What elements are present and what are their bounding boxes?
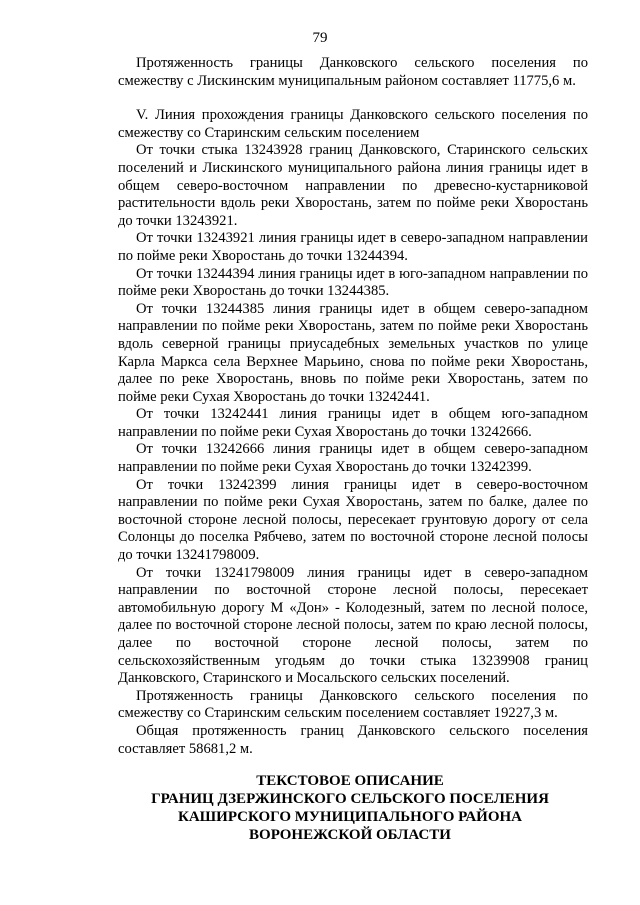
section-heading-v: V. Линия прохождения границы Данковского сельского поселения по смежеству со Старинским сельским поселением xyxy=(118,107,588,141)
document-body xyxy=(118,55,588,758)
paragraph-point-13243928: От точки стыка 13243928 границ Данковского, Старинского сельских поселений и Лискинского муниципального района линия границы идет в общем северо-восточном направлении по древесно-кустарниковой растительности вдоль реки Хворостань, затем по пойме реки Хворостань до точки 13243921. xyxy=(118,142,588,229)
page-number: 79 xyxy=(312,30,328,46)
section-title-line-3: КАШИРСКОГО МУНИЦИПАЛЬНОГО РАЙОНА xyxy=(177,809,523,825)
section-title-line-2: ГРАНИЦ ДЗЕРЖИНСКОГО СЕЛЬСКОГО ПОСЕЛЕНИЯ xyxy=(151,791,549,807)
section-title-line-1: ТЕКСТОВОЕ ОПИСАНИЕ xyxy=(256,773,444,789)
paragraph-point-13243921: От точки 13243921 линия границы идет в северо-западном направлении по пойме реки Хворостань до точки 13244394. xyxy=(118,230,588,264)
paragraph-length-starinskoe: Протяженность границы Данковского сельского поселения по смежеству со Старинским сельским поселением составляет 19227,3 м. xyxy=(118,687,588,722)
paragraph-point-13242441: От точки 13242441 линия границы идет в общем юго-западном направлении по пойме реки Сухая Хворостань до точки 13242666. xyxy=(118,406,588,440)
paragraph-point-13242399: От точки 13242399 линия границы идет в северо-восточном направлении по пойме реки Сухая Хворостань, затем по балке, далее по восточной стороне лесной полосы, пересекает грунтовую дорогу от села Солонцы до поселка Рябчево, затем по восточной стороне лесной полосы до точки 13241798009. xyxy=(118,476,588,564)
paragraph-point-13242666: От точки 13242666 линия границы идет в общем северо-западном направлении по пойме реки Сухая Хворостань до точки 13242399. xyxy=(118,441,588,476)
section-title-line-4: ВОРОНЕЖСКОЙ ОБЛАСТИ xyxy=(249,827,451,843)
paragraph-point-13241798009: От точки 13241798009 линия границы идет в северо-западном направлении по восточной стороне лесной полосы, пересекает автомобильную дорогу М «Дон» - Колодезный, затем по лесной полосе, далее по восточной стороне лесной полосы, затем по краю лесной полосы, далее по восточной стороне лесной полосы, затем по сельскохозяйственным угодьям до точки стыка 13239908 границ Данковского, Старинского и Мосальского сельских поселений. xyxy=(118,564,588,687)
section-title xyxy=(100,772,600,844)
paragraph-point-13244394: От точки 13244394 линия границы идет в юго-западном направлении по пойме реки Хворостань до точки 13244385. xyxy=(118,265,588,300)
paragraph-point-13244385: От точки 13244385 линия границы идет в общем северо-западном направлении по пойме реки Хворостань, затем по пойме реки Хворостань вдоль северной границы приусадебных земельных участков по улице Карла Маркса села Верхнее Марьино, снова по пойме реки Хворостань, далее по реке Хворостань, вновь по пойме реки Хворостань, затем по пойме реки Сухая Хворостань до точки 13242441. xyxy=(118,300,588,405)
paragraph-total-length: Общая протяженность границ Данковского сельского поселения составляет 58681,2 м. xyxy=(118,722,588,757)
paragraph-length-liski: Протяженность границы Данковского сельского поселения по смежеству с Лискинским муниципальным районом составляет 11775,6 м. xyxy=(118,55,588,89)
